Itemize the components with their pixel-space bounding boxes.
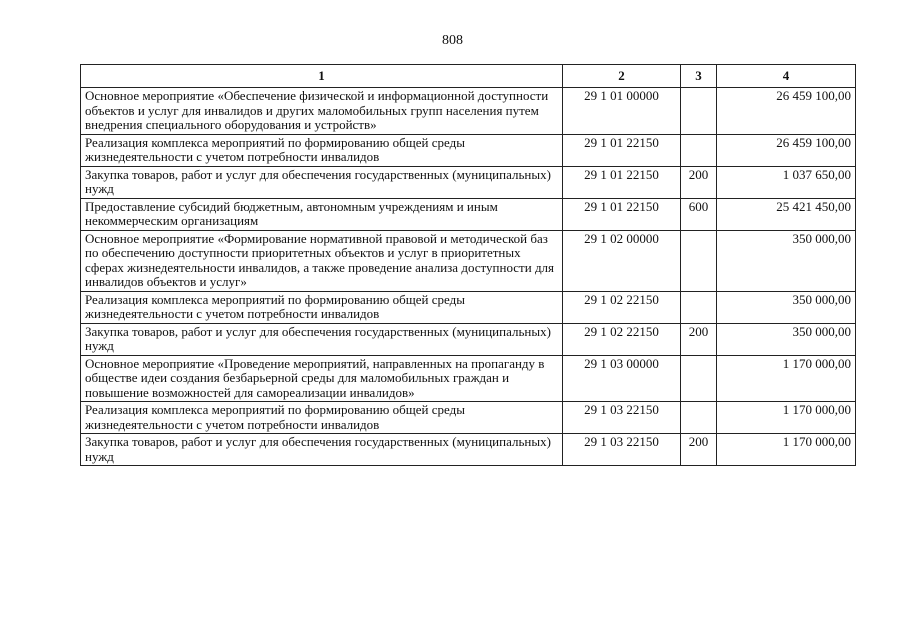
row-name: Закупка товаров, работ и услуг для обеспечения государственных (муниципальных) нужд xyxy=(81,434,563,466)
header-col-4: 4 xyxy=(717,65,856,88)
row-code: 29 1 01 22150 xyxy=(563,198,681,230)
row-code: 29 1 03 22150 xyxy=(563,434,681,466)
table-row xyxy=(81,434,856,466)
row-kind xyxy=(681,88,717,135)
row-name: Основное мероприятие «Проведение мероприятий, направленных на пропаганду в обществе идеи создания безбарьерной среды для маломобильных граждан и повышение возможностей для самореализации инвалидов» xyxy=(81,355,563,402)
row-kind: 600 xyxy=(681,198,717,230)
row-kind: 200 xyxy=(681,323,717,355)
budget-table xyxy=(80,64,856,466)
row-amount: 1 037 650,00 xyxy=(717,166,856,198)
table-row xyxy=(81,134,856,166)
row-amount: 26 459 100,00 xyxy=(717,88,856,135)
header-col-3: 3 xyxy=(681,65,717,88)
row-kind xyxy=(681,291,717,323)
row-code: 29 1 02 22150 xyxy=(563,323,681,355)
table-row xyxy=(81,402,856,434)
row-code: 29 1 03 22150 xyxy=(563,402,681,434)
row-name: Основное мероприятие «Формирование нормативной правовой и методической баз по обеспечению доступности приоритетных объектов и услуг в приоритетных сферах жизнедеятельности инвалидов, а также проведение анализа доступности для инвалидов объектов и услуг» xyxy=(81,230,563,291)
row-kind xyxy=(681,230,717,291)
row-amount: 26 459 100,00 xyxy=(717,134,856,166)
row-name: Реализация комплекса мероприятий по формированию общей среды жизнедеятельности с учетом потребности инвалидов xyxy=(81,291,563,323)
row-amount: 1 170 000,00 xyxy=(717,434,856,466)
row-code: 29 1 01 22150 xyxy=(563,166,681,198)
row-amount: 350 000,00 xyxy=(717,323,856,355)
row-name: Закупка товаров, работ и услуг для обеспечения государственных (муниципальных) нужд xyxy=(81,166,563,198)
table-row xyxy=(81,166,856,198)
table-row xyxy=(81,230,856,291)
row-name: Основное мероприятие «Обеспечение физической и информационной доступности объектов и услуг для инвалидов и других маломобильных групп населения путем внедрения специального оборудования и устройств» xyxy=(81,88,563,135)
table-row xyxy=(81,323,856,355)
row-amount: 350 000,00 xyxy=(717,230,856,291)
row-kind: 200 xyxy=(681,434,717,466)
row-name: Предоставление субсидий бюджетным, автономным учреждениям и иным некоммерческим организациям xyxy=(81,198,563,230)
header-row xyxy=(81,65,856,88)
row-name: Реализация комплекса мероприятий по формированию общей среды жизнедеятельности с учетом потребности инвалидов xyxy=(81,402,563,434)
row-name: Реализация комплекса мероприятий по формированию общей среды жизнедеятельности с учетом потребности инвалидов xyxy=(81,134,563,166)
header-col-2: 2 xyxy=(563,65,681,88)
row-code: 29 1 03 00000 xyxy=(563,355,681,402)
table-row xyxy=(81,355,856,402)
row-code: 29 1 01 00000 xyxy=(563,88,681,135)
row-amount: 1 170 000,00 xyxy=(717,402,856,434)
row-kind: 200 xyxy=(681,166,717,198)
row-kind xyxy=(681,402,717,434)
header-col-1: 1 xyxy=(81,65,563,88)
table-row xyxy=(81,291,856,323)
row-code: 29 1 01 22150 xyxy=(563,134,681,166)
page-number: 808 xyxy=(442,33,463,48)
row-code: 29 1 02 22150 xyxy=(563,291,681,323)
row-name: Закупка товаров, работ и услуг для обеспечения государственных (муниципальных) нужд xyxy=(81,323,563,355)
row-amount: 1 170 000,00 xyxy=(717,355,856,402)
row-kind xyxy=(681,355,717,402)
table-row xyxy=(81,198,856,230)
row-amount: 350 000,00 xyxy=(717,291,856,323)
row-kind xyxy=(681,134,717,166)
row-amount: 25 421 450,00 xyxy=(717,198,856,230)
row-code: 29 1 02 00000 xyxy=(563,230,681,291)
table-row xyxy=(81,88,856,135)
